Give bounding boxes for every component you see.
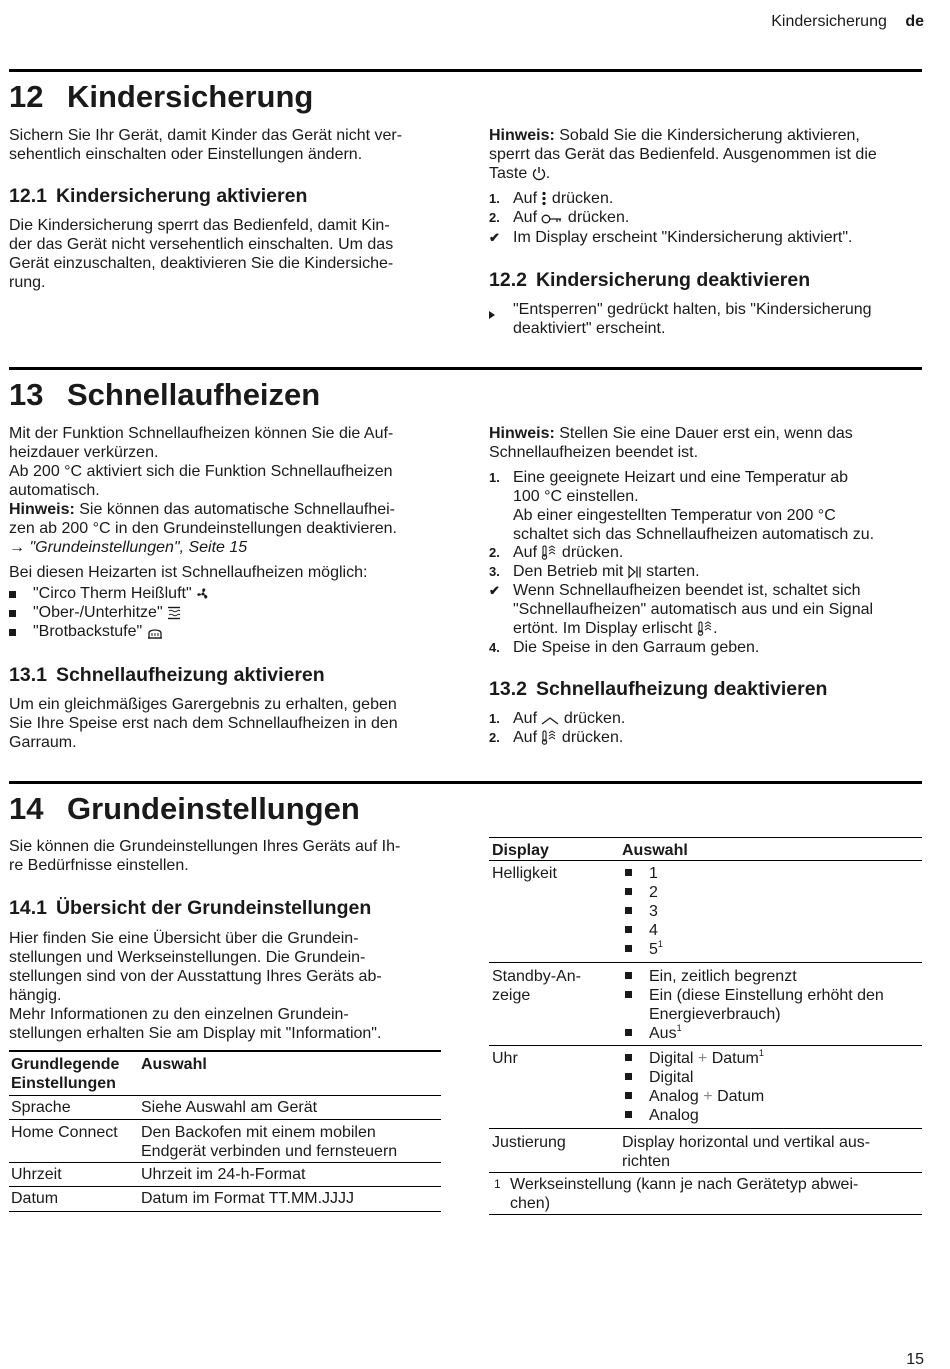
option-label: Ein, zeitlich begrenzt xyxy=(649,968,797,985)
intro-line: Sie können die Grundeinstellungen Ihres Geräts auf Ih- xyxy=(9,838,401,855)
check-icon: ✔ xyxy=(489,583,500,598)
footnote-marker: 1 xyxy=(758,1048,764,1058)
running-header-section: Kindersicherung xyxy=(771,13,887,30)
cross-reference-link[interactable]: → "Grundeinstellungen", Seite 15 xyxy=(9,539,248,556)
intro-line: sehentlich einschalten oder Einstellungen ändern. xyxy=(9,146,363,163)
list-intro: Bei diesen Heizarten ist Schnellaufheizen möglich: xyxy=(9,564,368,581)
table-rule xyxy=(9,1162,441,1163)
bullet-icon xyxy=(9,629,16,636)
table-cell-name: Standby-An- zeige xyxy=(492,968,581,1004)
section-12-1-heading xyxy=(9,184,307,208)
step-number: 2. xyxy=(489,210,500,225)
section-14-1-title: Übersicht der Grundeinstellungen xyxy=(55,897,372,919)
step-13-1 xyxy=(489,468,919,544)
bullet-icon xyxy=(625,945,632,952)
rapid-heat-icon xyxy=(541,730,557,745)
note-line: Sobald Sie die Kindersicherung aktivieren, xyxy=(559,127,860,144)
section-12-note: Hinweis: Sobald Sie die Kindersicherung aktivieren, sperrt das Gerät das Bedienfeld. Ausgenommen ist die Taste . xyxy=(489,127,877,182)
bread-icon xyxy=(147,627,163,639)
intro-line: Mit der Funktion Schnellaufheizen können Sie die Auf- xyxy=(9,425,394,442)
bullet-icon xyxy=(9,610,16,617)
note-line: sperrt das Gerät das Bedienfeld. Ausgenommen ist die xyxy=(489,146,877,163)
result-text: Im Display erscheint "Kindersicherung aktiviert". xyxy=(513,229,853,246)
brightness-options xyxy=(622,864,663,959)
bullet-icon xyxy=(625,888,632,895)
section-14-heading xyxy=(9,790,360,828)
intro-line: heizdauer verkürzen. xyxy=(9,444,159,461)
mode-item xyxy=(9,622,429,641)
note-line: Taste xyxy=(489,165,528,182)
bullet-icon xyxy=(625,1073,632,1080)
top-bottom-heat-icon xyxy=(167,606,181,620)
mode-item xyxy=(9,603,429,622)
section-14-title: Grundeinstellungen xyxy=(67,791,360,826)
step-13-result: ✔ Wenn Schnellaufheizen beendet ist, schaltet sich "Schnellaufheizen" automatisch aus und ein Signal ertönt. Im Display erlischt . xyxy=(489,582,874,637)
table-header-selection: Auswahl xyxy=(141,1056,207,1073)
play-pause-icon xyxy=(628,565,642,579)
step-text: Auf xyxy=(513,209,538,226)
table-cell-value: Uhrzeit im 24-h-Format xyxy=(141,1166,306,1183)
section-13-rule xyxy=(9,367,922,370)
plus-sign: + xyxy=(697,1050,708,1067)
footnote-text: Werkseinstellung (kann je nach Gerätetyp abwei- chen) xyxy=(510,1176,859,1212)
table-cell-value: Den Backofen mit einem mobilen Endgerät verbinden und fernsteuern xyxy=(141,1124,398,1160)
footnote-number: 1 xyxy=(494,1177,501,1191)
section-12-heading xyxy=(9,78,313,116)
step-number: 1. xyxy=(489,470,500,485)
section-13-title: Schnellaufheizen xyxy=(67,377,321,412)
section-13-2-title: Schnellaufheizung deaktivieren xyxy=(535,678,828,700)
table-rule xyxy=(9,1095,441,1096)
intro-line: Sichern Sie Ihr Gerät, damit Kinder das Gerät nicht ver- xyxy=(9,127,403,144)
table-top-rule xyxy=(489,837,922,838)
rapid-heat-icon xyxy=(697,621,713,636)
running-header xyxy=(771,12,924,31)
section-13-heading xyxy=(9,376,320,414)
option-label: Ein (diese Einstellung erhöht den xyxy=(649,987,884,1004)
rapid-heat-icon xyxy=(541,545,557,560)
step-line: schaltet sich das Schnellaufheizen automatisch zu. xyxy=(513,526,875,543)
note-line: zen ab 200 °C in den Grundeinstellungen deaktivieren. xyxy=(9,520,397,537)
action-12-2 xyxy=(489,300,919,340)
bullet-icon xyxy=(625,972,632,979)
step-line: "Schnellaufheizen" automatisch aus und ein Signal xyxy=(513,601,874,618)
option-label: 1 xyxy=(649,865,658,882)
step-number: 1. xyxy=(489,191,500,206)
section-12-rule xyxy=(9,69,922,72)
option-label: Analog xyxy=(649,1107,699,1124)
step-text: Auf xyxy=(513,710,538,727)
body-line: Mehr Informationen zu den einzelnen Grundein- xyxy=(9,1006,349,1023)
table-cell-value: Datum im Format TT.MM.JJJJ xyxy=(141,1190,355,1207)
section-13-right-note xyxy=(489,424,853,462)
option-label: 2 xyxy=(649,884,658,901)
table-rule xyxy=(489,1172,922,1173)
action-line: deaktiviert" erscheint. xyxy=(513,320,666,337)
table-rule xyxy=(9,1211,441,1212)
section-12-1-title: Kindersicherung aktivieren xyxy=(55,185,308,207)
table-rule xyxy=(489,962,922,963)
step-line: Die Speise in den Garraum geben. xyxy=(513,639,760,656)
bullet-icon xyxy=(625,907,632,914)
section-12-1-body xyxy=(9,216,393,292)
section-14-number: 14 xyxy=(9,791,44,826)
step-text: Den Betrieb mit xyxy=(513,563,624,580)
mode-label: "Circo Therm Heißluft" xyxy=(33,585,192,602)
table-top-rule xyxy=(9,1050,441,1052)
step-text: drücken. xyxy=(561,729,624,746)
section-13-1-title: Schnellaufheizung aktivieren xyxy=(55,664,325,686)
intro-line: re Bedürfnisse einstellen. xyxy=(9,857,189,874)
section-12-2-heading xyxy=(489,268,810,292)
step-number: 1. xyxy=(489,711,500,726)
step-13-4 xyxy=(489,638,919,657)
option-label: Digital xyxy=(649,1050,694,1067)
bullet-icon xyxy=(625,1029,632,1036)
body-line: Hier finden Sie eine Übersicht über die Grundein- xyxy=(9,930,359,947)
note-label: Hinweis: xyxy=(9,501,75,518)
fan-icon xyxy=(196,587,210,601)
section-12-2-title: Kindersicherung deaktivieren xyxy=(535,269,811,291)
bullet-icon xyxy=(625,1092,632,1099)
action-line: "Entsperren" gedrückt halten, bis "Kindersicherung xyxy=(513,301,872,318)
footnote-marker: 1 xyxy=(657,939,663,949)
body-line: Garraum. xyxy=(9,734,77,751)
action-arrow-icon xyxy=(489,311,495,319)
running-header-lang: de xyxy=(905,13,924,30)
table-bottom-rule xyxy=(489,1214,922,1215)
intro-line: automatisch. xyxy=(9,482,100,499)
table-cell-name: Helligkeit xyxy=(492,865,557,882)
step-line: Eine geeignete Heizart und eine Temperatur ab xyxy=(513,469,849,486)
clock-options xyxy=(622,1049,764,1125)
check-icon: ✔ xyxy=(489,230,500,245)
plus-sign: + xyxy=(703,1088,713,1105)
step-number: 2. xyxy=(489,545,500,560)
table-cell-name: Datum xyxy=(11,1190,59,1207)
section-13-2-number: 13.2 xyxy=(489,678,527,700)
step-text: drücken. xyxy=(551,190,614,207)
section-14-1-heading xyxy=(9,896,371,920)
step-12-2 xyxy=(489,208,909,227)
section-13-2-heading xyxy=(489,677,827,701)
body-line: hängig. xyxy=(9,987,62,1004)
section-12-title: Kindersicherung xyxy=(67,79,314,114)
table-cell-name: Sprache xyxy=(11,1099,71,1116)
body-line: rung. xyxy=(9,274,46,291)
bullet-icon xyxy=(625,869,632,876)
step-13-2 xyxy=(489,543,919,562)
table-cell-name: Uhr xyxy=(492,1050,518,1067)
table-cell-value: Display horizontal und vertikal aus- richten xyxy=(622,1134,871,1170)
bullet-icon xyxy=(625,991,632,998)
table-header-display: Display xyxy=(492,842,549,859)
mode-label: "Ober-/Unterhitze" xyxy=(33,604,163,621)
section-12-2-number: 12.2 xyxy=(489,269,527,291)
option-label: Analog xyxy=(649,1088,699,1105)
standby-options xyxy=(622,967,884,1043)
section-13-1-heading xyxy=(9,663,325,687)
body-line: der das Gerät nicht versehentlich einschalten. Um das xyxy=(9,236,394,253)
chevron-up-icon xyxy=(541,716,559,726)
option-label: Datum xyxy=(711,1050,759,1067)
option-label: 5 xyxy=(649,941,658,958)
option-label: 3 xyxy=(649,903,658,920)
section-12-number: 12 xyxy=(9,79,44,114)
option-label: Energieverbrauch) xyxy=(649,1006,781,1023)
step-13-2-1 xyxy=(489,709,919,728)
table-cell-value: Siehe Auswahl am Gerät xyxy=(141,1099,318,1116)
note-line: Stellen Sie eine Dauer erst ein, wenn das xyxy=(559,425,853,442)
table-header-setting: Grundlegende Einstellungen xyxy=(11,1056,120,1092)
more-vertical-icon xyxy=(541,191,547,206)
note-label: Hinweis: xyxy=(489,127,555,144)
body-line: stellungen und Werkseinstellungen. Die Grundein- xyxy=(9,949,366,966)
step-13-2-2 xyxy=(489,728,919,747)
section-14-rule xyxy=(9,781,922,784)
step-13-3 xyxy=(489,562,919,581)
section-13-number: 13 xyxy=(9,377,44,412)
key-lock-icon xyxy=(541,213,563,225)
table-cell-name: Justierung xyxy=(492,1134,566,1151)
step-number: 2. xyxy=(489,730,500,745)
bullet-icon xyxy=(625,1054,632,1061)
body-line: Gerät einzuschalten, deaktivieren Sie die Kindersiche- xyxy=(9,255,394,272)
page-number: 15 xyxy=(906,1351,924,1368)
section-12-intro xyxy=(9,126,402,164)
table-header-selection: Auswahl xyxy=(622,842,688,859)
step-12-1 xyxy=(489,189,909,208)
body-line: stellungen erhalten Sie am Display mit "Information". xyxy=(9,1025,382,1042)
mode-item xyxy=(9,584,429,603)
table-rule xyxy=(489,860,922,861)
step-text: drücken. xyxy=(561,544,624,561)
table-rule xyxy=(9,1186,441,1187)
table-rule xyxy=(489,1045,922,1046)
step-text: Auf xyxy=(513,544,538,561)
step-12-result xyxy=(489,228,909,247)
step-number: 4. xyxy=(489,640,500,655)
step-text: starten. xyxy=(646,563,700,580)
table-cell-name: Uhrzeit xyxy=(11,1166,62,1183)
option-label: Aus xyxy=(649,1025,677,1042)
step-text: Auf xyxy=(513,729,538,746)
step-line: ertönt. Im Display erlischt xyxy=(513,620,693,637)
note-line: Sie können das automatische Schnellaufhei- xyxy=(79,501,396,518)
body-line: Um ein gleichmäßiges Garergebnis zu erhalten, geben xyxy=(9,696,397,713)
step-text: Auf xyxy=(513,190,538,207)
step-text: drücken. xyxy=(567,209,630,226)
section-13-intro xyxy=(9,424,397,582)
table-rule xyxy=(9,1119,441,1120)
section-14-intro xyxy=(9,837,400,875)
section-14-1-body xyxy=(9,929,382,1043)
mode-label: "Brotbackstufe" xyxy=(33,623,143,640)
step-number: 3. xyxy=(489,564,500,579)
section-12-1-number: 12.1 xyxy=(9,185,47,207)
option-label: 4 xyxy=(649,922,658,939)
note-label: Hinweis: xyxy=(489,425,555,442)
footnote-marker: 1 xyxy=(676,1023,682,1033)
step-line: Ab einer eingestellten Temperatur von 200 °C xyxy=(513,507,836,524)
option-label: Digital xyxy=(649,1069,694,1086)
power-icon xyxy=(532,166,546,181)
step-line: 100 °C einstellen. xyxy=(513,488,639,505)
body-line: stellungen sind von der Ausstattung Ihres Geräts ab- xyxy=(9,968,382,985)
section-14-1-number: 14.1 xyxy=(9,897,47,919)
intro-line: Ab 200 °C aktiviert sich die Funktion Schnellaufheizen xyxy=(9,463,393,480)
table-cell-name: Home Connect xyxy=(11,1124,118,1141)
bullet-icon xyxy=(9,591,16,598)
section-13-1-body xyxy=(9,695,398,752)
bullet-icon xyxy=(625,926,632,933)
section-13-1-number: 13.1 xyxy=(9,664,47,686)
body-line: Die Kindersicherung sperrt das Bedienfeld, damit Kin- xyxy=(9,217,390,234)
step-text: drücken. xyxy=(563,710,626,727)
bullet-icon xyxy=(625,1111,632,1118)
option-label: Datum xyxy=(717,1088,765,1105)
body-line: Sie Ihre Speise erst nach dem Schnellaufheizen in den xyxy=(9,715,398,732)
step-line: Wenn Schnellaufheizen beendet ist, schaltet sich xyxy=(513,582,861,599)
table-rule xyxy=(489,1128,922,1129)
note-line: Schnellaufheizen beendet ist. xyxy=(489,444,699,461)
